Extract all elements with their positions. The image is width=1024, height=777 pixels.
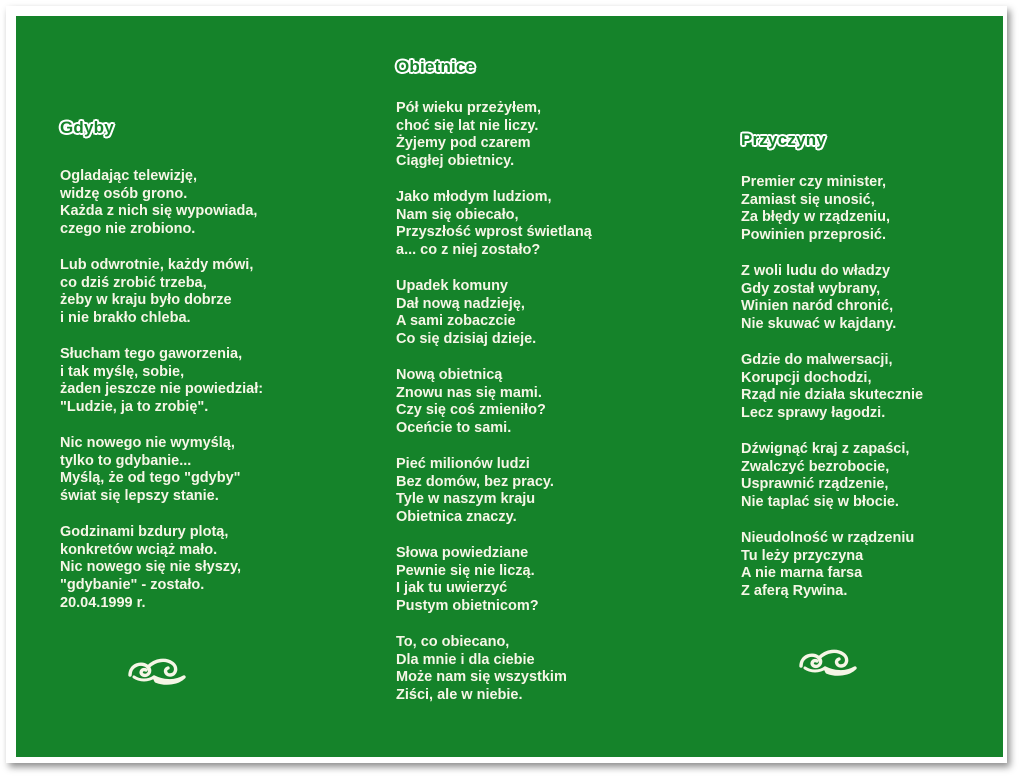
poem-line: Żyjemy pod czarem bbox=[396, 135, 531, 152]
poem-line: Oceńcie to sami. bbox=[396, 420, 512, 437]
stanza bbox=[396, 456, 592, 527]
poem-line: Nic nowego się nie słyszy, bbox=[60, 559, 242, 576]
poem-line: Każda z nich się wypowiada, bbox=[60, 203, 258, 220]
poem-line: Pewnie się nie liczą. bbox=[396, 562, 535, 579]
stanza bbox=[60, 257, 263, 328]
poem-line: Godzinami bzdury plotą, bbox=[60, 523, 229, 540]
poem-line: Jako młodym ludziom, bbox=[396, 188, 552, 205]
poem-line: Korupcji dochodzi, bbox=[741, 369, 872, 386]
stanza bbox=[741, 263, 923, 334]
stanza bbox=[396, 545, 592, 616]
poem-line: Przyszłość wprost świetlaną bbox=[396, 224, 592, 241]
swirl-ornament-icon bbox=[126, 653, 188, 685]
poem-line: tylko to gdybanie... bbox=[60, 452, 192, 469]
poem-obietnice bbox=[396, 58, 592, 723]
poem-line: Bez domów, bez pracy. bbox=[396, 473, 554, 490]
stanza bbox=[396, 278, 592, 349]
poem-line: Z woli ludu do władzy bbox=[741, 262, 891, 279]
poem-line: A nie marna farsa bbox=[741, 565, 863, 582]
poem-line: Tu leży przyczyna bbox=[741, 547, 864, 564]
stanza bbox=[396, 100, 592, 171]
poem-line: konkretów wciąż mało. bbox=[60, 541, 218, 558]
poem-line: Dźwignąć kraj z zapaści, bbox=[741, 440, 910, 457]
swirl-ornament-icon bbox=[797, 644, 859, 676]
poem-line: Obietnica znaczy. bbox=[396, 509, 517, 526]
poem-title: Przyczyny bbox=[741, 130, 826, 149]
poem-line: I jak tu uwierzyć bbox=[396, 580, 508, 597]
stanza bbox=[60, 168, 263, 239]
stanza bbox=[396, 189, 592, 260]
poem-line: Zamiast się unosić, bbox=[741, 191, 875, 208]
poem-line: a... co z niej zostało? bbox=[396, 242, 541, 259]
poem-line: Zwalczyć bezrobocie, bbox=[741, 458, 890, 475]
poem-line: Za błędy w rządzeniu, bbox=[741, 209, 891, 226]
poem-line: Co się dzisiaj dzieje. bbox=[396, 331, 537, 348]
poem-title: Obietnice bbox=[396, 57, 476, 76]
poem-line: Nam się obiecało, bbox=[396, 206, 519, 223]
poem-body bbox=[60, 168, 263, 613]
poem-line: żeby w kraju było dobrze bbox=[60, 292, 232, 309]
poem-line: Nieudolność w rządzeniu bbox=[741, 529, 915, 546]
poem-przyczyny bbox=[741, 131, 923, 619]
poem-line: Nową obietnicą bbox=[396, 366, 503, 383]
stanza bbox=[741, 530, 923, 601]
poem-line: Powinien przeprosić. bbox=[741, 227, 887, 244]
poem-line: Nie taplać się w błocie. bbox=[741, 494, 899, 511]
poem-line: żaden jeszcze nie powiedział: bbox=[60, 381, 264, 398]
poem-line: Upadek komuny bbox=[396, 277, 508, 294]
poem-line: Ogladając telewizję, bbox=[60, 167, 197, 184]
poem-line: Lecz sprawy łagodzi. bbox=[741, 405, 886, 422]
poem-line: Dla mnie i dla ciebie bbox=[396, 651, 535, 668]
poem-title: Gdyby bbox=[60, 118, 114, 137]
poem-line: świat się lepszy stanie. bbox=[60, 488, 219, 505]
poem-line: co dziś zrobić trzeba, bbox=[60, 274, 207, 291]
poem-line: Ziści, ale w niebie. bbox=[396, 687, 523, 704]
poem-line: widzę osób grono. bbox=[60, 185, 188, 202]
poem-line: Rząd nie działa skutecznie bbox=[741, 387, 924, 404]
poem-line: Słucham tego gaworzenia, bbox=[60, 345, 243, 362]
poem-line: A sami zobaczcie bbox=[396, 313, 516, 330]
poem-body bbox=[396, 100, 592, 705]
poem-line: Pustym obietnicom? bbox=[396, 598, 539, 615]
stanza bbox=[60, 524, 263, 613]
poem-line: Znowu nas się mami. bbox=[396, 384, 542, 401]
poem-line: Gdy został wybrany, bbox=[741, 280, 881, 297]
stanza bbox=[396, 634, 592, 705]
stanza bbox=[396, 367, 592, 438]
poem-line: Lub odwrotnie, każdy mówi, bbox=[60, 256, 254, 273]
poem-line: Usprawnić rządzenie, bbox=[741, 476, 889, 493]
poem-line: Myślą, że od tego "gdyby" bbox=[60, 470, 241, 487]
poem-line: Ciągłej obietnicy. bbox=[396, 153, 515, 170]
poem-line: Nie skuwać w kajdany. bbox=[741, 316, 897, 333]
poem-line: Gdzie do malwersacji, bbox=[741, 351, 893, 368]
poem-line: Dał nową nadzieję, bbox=[396, 295, 525, 312]
stanza bbox=[60, 435, 263, 506]
poem-line: Słowa powiedziane bbox=[396, 544, 529, 561]
poem-line: i nie brakło chleba. bbox=[60, 310, 191, 327]
poem-line: Pół wieku przeżyłem, bbox=[396, 99, 542, 116]
poem-line: i tak myślę, sobie, bbox=[60, 363, 185, 380]
poem-line: Z aferą Rywina. bbox=[741, 583, 848, 600]
poem-line: 20.04.1999 r. bbox=[60, 594, 146, 611]
poem-line: Winien naród chronić, bbox=[741, 298, 894, 315]
poem-line: czego nie zrobiono. bbox=[60, 221, 196, 238]
stanza bbox=[741, 174, 923, 245]
poem-line: Może nam się wszystkim bbox=[396, 669, 567, 686]
poem-line: Pieć milionów ludzi bbox=[396, 455, 530, 472]
poem-gdyby bbox=[60, 119, 263, 631]
poem-line: Nic nowego nie wymyślą, bbox=[60, 434, 235, 451]
poem-line: Tyle w naszym kraju bbox=[396, 491, 536, 508]
stanza bbox=[741, 352, 923, 423]
poem-line: Premier czy minister, bbox=[741, 173, 887, 190]
poem-line: "gdybanie" - zostało. bbox=[60, 577, 205, 594]
stanza bbox=[741, 441, 923, 512]
stanza bbox=[60, 346, 263, 417]
poem-line: "Ludzie, ja to zrobię". bbox=[60, 399, 209, 416]
poem-body bbox=[741, 174, 923, 601]
poem-line: choć się lat nie liczy. bbox=[396, 117, 539, 134]
poem-line: Czy się coś zmieniło? bbox=[396, 402, 546, 419]
poem-line: To, co obiecano, bbox=[396, 633, 510, 650]
